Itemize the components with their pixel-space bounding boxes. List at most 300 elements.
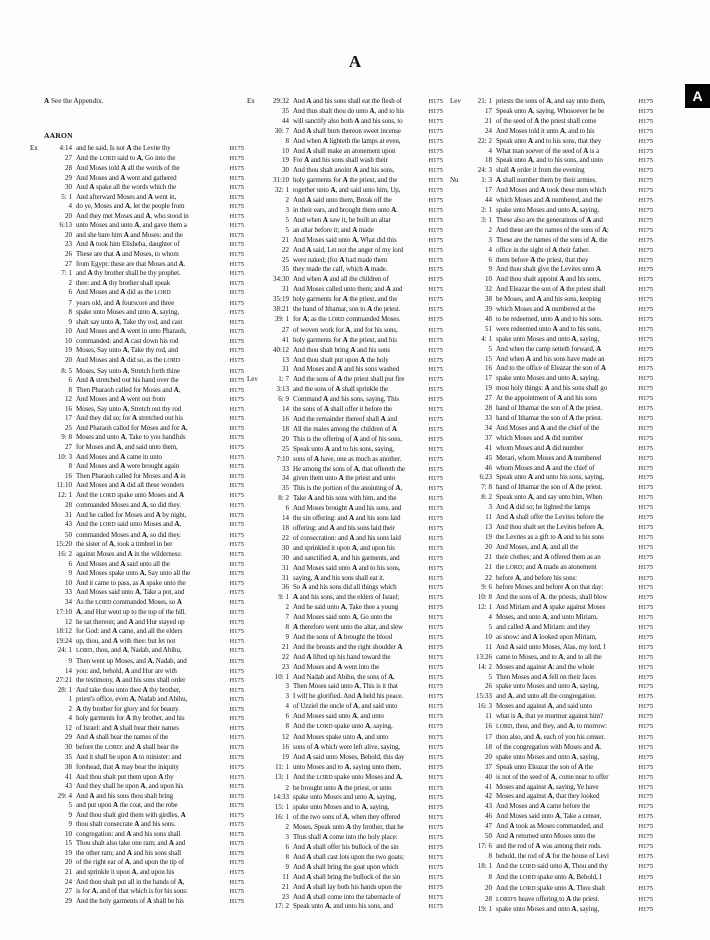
strongs-number: H175	[428, 465, 443, 473]
book-abbrev	[30, 367, 47, 377]
strongs-number: H175	[229, 859, 244, 867]
verse-text: And Moses, and A, and all the	[496, 542, 579, 551]
verse-ref: 16: 2	[57, 549, 72, 558]
verse-ref: 34:30	[273, 275, 289, 284]
strongs-number: H175	[428, 743, 443, 751]
book-abbrev	[247, 346, 264, 356]
verse-ref: 1: 3	[481, 176, 492, 185]
verse-ref: 17	[485, 186, 492, 195]
book-abbrev	[30, 782, 47, 792]
concordance-entry	[247, 803, 443, 813]
verse-ref: 19	[485, 384, 492, 393]
verse-text: Speak unto A and to his sons, that they	[496, 136, 602, 145]
verse-ref: 38	[485, 295, 492, 304]
verse-text: And A took him Elisheba, daughter of	[76, 240, 180, 249]
strongs-number: H175	[428, 396, 443, 404]
concordance-entry	[30, 433, 244, 443]
strongs-number: H175	[638, 137, 653, 145]
verse-text: before Moses and before A on that day:	[496, 583, 604, 592]
book-abbrev	[247, 593, 264, 603]
verse-ref: 5	[285, 215, 289, 224]
verse-text: were redeemed unto A and to his sons,	[496, 324, 601, 333]
section-tab-a	[685, 84, 710, 108]
appendix-note	[30, 97, 244, 105]
verse-text: of woven work for A, and for his sons,	[293, 325, 398, 334]
strongs-number: H175	[428, 127, 443, 135]
book-abbrev	[30, 849, 47, 859]
book-abbrev	[247, 137, 264, 147]
book-abbrev	[247, 564, 264, 574]
verse-text: Moses and against A, and said unto	[496, 702, 592, 711]
verse-text: of Israel: and A shall bear their names	[76, 723, 179, 732]
concordance-entry	[30, 520, 244, 531]
strongs-number: H175	[428, 386, 443, 394]
concordance-entry	[247, 902, 443, 912]
verse-ref: 15	[485, 354, 492, 363]
book-abbrev	[450, 137, 467, 147]
strongs-number: H175	[229, 618, 244, 626]
verse-text: were naked; (for A had made them	[293, 255, 388, 264]
verse-text: Moses, Say unto A, Stretch forth thine	[76, 366, 180, 375]
verse-ref: 2	[285, 196, 289, 205]
concordance-entry	[247, 326, 443, 336]
strongs-number: H175	[638, 385, 653, 393]
book-abbrev	[247, 176, 264, 186]
book-abbrev	[450, 325, 467, 335]
book-abbrev	[30, 481, 47, 491]
strongs-number: H175	[428, 226, 443, 234]
verse-text: And Moses told A all the words of the	[76, 164, 180, 173]
concordance-entry	[450, 884, 653, 895]
verse-text: and put upon A the coat, and the robe	[76, 801, 178, 810]
concordance-entry	[30, 878, 244, 888]
verse-text: them before A the priest, that they	[496, 255, 589, 264]
book-abbrev: Nu	[450, 176, 459, 185]
strongs-number: H175	[638, 315, 653, 323]
concordance-entry	[30, 849, 244, 859]
concordance-entry	[247, 346, 443, 356]
book-abbrev	[247, 226, 264, 236]
verse-text: And when the camp setteth forward, A	[496, 344, 602, 353]
verse-text: the LORD; and A made an atonement	[496, 562, 597, 571]
strongs-number: H175	[428, 376, 443, 384]
book-abbrev	[30, 878, 47, 888]
concordance-entry	[247, 613, 443, 623]
verse-text: thou also, and A, each of you his censer.	[496, 733, 605, 741]
verse-text: And Moses and A did so, as the LORD	[76, 356, 181, 365]
strongs-number: H175	[428, 445, 443, 453]
strongs-number: H175	[229, 174, 244, 182]
verse-text: A thy brother for glory and for beauty.	[76, 704, 180, 713]
strongs-number: H175	[638, 663, 653, 671]
book-abbrev	[30, 376, 47, 386]
verse-ref: 3	[488, 503, 492, 512]
concordance-entry	[30, 733, 244, 743]
strongs-number: H175	[428, 814, 443, 822]
concordance-entry	[247, 216, 443, 226]
verse-ref: 28	[65, 164, 72, 173]
concordance-entry	[450, 523, 653, 533]
book-abbrev	[30, 724, 47, 734]
verse-ref: 6	[68, 376, 72, 385]
concordance-entry	[247, 305, 443, 315]
concordance-entry	[450, 216, 653, 226]
book-abbrev	[247, 853, 264, 863]
verse-text: And the LORD said unto A, Thou and thy	[496, 861, 608, 870]
verse-text: And Moses said unto A, and unto	[293, 712, 384, 721]
strongs-number: H175	[229, 696, 244, 704]
verse-ref: 26	[485, 682, 492, 691]
book-abbrev	[30, 801, 47, 811]
verse-ref: 16	[282, 415, 289, 423]
verse-text: before A, and before his sons:	[496, 573, 578, 582]
strongs-number: H175	[638, 574, 653, 582]
strongs-number: H175	[638, 98, 653, 105]
concordance-entry	[450, 643, 653, 653]
book-abbrev	[450, 574, 467, 584]
verse-ref: 19: 1	[477, 905, 492, 914]
concordance-entry	[247, 206, 443, 216]
verse-text: And the LORD spake unto Moses and A,	[293, 772, 403, 781]
book-abbrev	[450, 424, 467, 434]
strongs-number: H175	[229, 491, 244, 499]
verse-ref: 46	[485, 463, 492, 472]
strongs-number: H175	[229, 743, 244, 751]
verse-ref: 17	[485, 106, 492, 115]
book-abbrev	[30, 588, 47, 598]
concordance-entry	[450, 444, 653, 454]
book-abbrev	[450, 345, 467, 355]
strongs-number: H175	[229, 792, 244, 800]
verse-text: And Moses called unto them; and A and	[293, 285, 403, 294]
book-abbrev	[450, 792, 467, 802]
concordance-entry	[450, 374, 653, 384]
strongs-number: H175	[428, 753, 443, 761]
verse-text: And Moses said unto A and to his sons,	[293, 563, 401, 572]
strongs-number: H175	[428, 256, 443, 264]
concordance-entry	[30, 540, 244, 550]
book-abbrev	[247, 336, 264, 346]
verse-ref: 4:14	[59, 144, 72, 152]
verse-text: Then went up Moses, and A, Nadab, and	[76, 656, 187, 665]
verse-ref: 18:12	[56, 627, 72, 636]
verse-text: offering: and A and his sons laid their	[293, 523, 395, 532]
concordance-entry	[450, 404, 653, 414]
concordance-entry	[30, 782, 244, 792]
book-abbrev	[30, 773, 47, 783]
book-abbrev	[247, 554, 264, 564]
book-abbrev	[247, 107, 264, 117]
verse-text: spake unto Moses and unto A, saying,	[496, 374, 599, 383]
book-abbrev	[450, 305, 467, 315]
strongs-number: H175	[638, 813, 653, 821]
strongs-number: H175	[428, 117, 443, 125]
book-abbrev	[247, 833, 264, 843]
verse-text: And the sons of A, the priests, shall blow	[496, 593, 608, 602]
book-abbrev	[450, 166, 467, 176]
verse-text: Thou shalt also take one ram; and A and	[76, 839, 186, 848]
concordance-entry	[450, 633, 653, 643]
book-abbrev	[450, 464, 467, 474]
book-abbrev	[247, 445, 264, 455]
strongs-number: H175	[428, 673, 443, 681]
concordance-entry	[450, 773, 653, 783]
book-abbrev	[247, 455, 264, 465]
concordance-entry	[30, 424, 244, 434]
concordance-entry	[30, 202, 244, 212]
concordance-entry	[30, 212, 244, 222]
verse-ref: 14	[65, 666, 72, 675]
verse-text: hand of Ithamar the son of A the priest.	[496, 483, 603, 492]
concordance-entry	[247, 593, 443, 603]
verse-ref: 15:20	[56, 540, 72, 549]
concordance-entry	[30, 608, 244, 618]
concordance-entry	[30, 279, 244, 289]
book-abbrev	[30, 743, 47, 754]
strongs-number: H175	[428, 296, 443, 304]
concordance-entry	[247, 474, 443, 484]
concordance-entry	[247, 813, 443, 823]
verse-text: spake unto Moses and unto A, saying,	[293, 793, 396, 802]
verse-ref: 14	[282, 514, 289, 523]
strongs-number: H175	[428, 643, 443, 651]
verse-text: And A said unto Moses, Behold, this day	[293, 752, 405, 761]
verse-ref: 35	[282, 484, 289, 493]
strongs-number: H175	[229, 521, 244, 529]
book-abbrev	[30, 520, 47, 531]
strongs-number: H175	[428, 366, 443, 374]
strongs-number: H175	[638, 594, 653, 602]
book-abbrev	[30, 433, 47, 443]
verse-text: in their ears, and brought them unto A.	[293, 205, 398, 214]
concordance-entry	[450, 753, 653, 763]
strongs-number: H175	[638, 276, 653, 284]
book-abbrev	[247, 435, 264, 445]
verse-ref: 8	[285, 623, 289, 632]
verse-ref: 41	[282, 335, 289, 344]
verse-ref: 31	[282, 573, 289, 582]
concordance-entry	[450, 166, 653, 176]
verse-text: holy garments for A the priest, and the	[293, 176, 398, 185]
verse-text: And to the office of Eleazar the son of A	[496, 364, 606, 373]
strongs-number: H175	[229, 589, 244, 597]
strongs-number: H175	[428, 893, 443, 901]
strongs-number: H175	[229, 637, 244, 645]
concordance-entry	[30, 773, 244, 783]
concordance-entry	[30, 792, 244, 802]
book-abbrev	[450, 643, 467, 653]
verse-ref: 31	[282, 563, 289, 572]
concordance-entry	[450, 493, 653, 503]
verse-text: Speak unto Eleazar the son of A the	[496, 762, 594, 771]
verse-text: Merari, whom Moses and A numbered	[496, 453, 602, 462]
concordance-entry	[247, 275, 443, 285]
concordance-entry	[30, 327, 244, 337]
book-abbrev	[30, 240, 47, 250]
book-abbrev	[30, 260, 47, 270]
book-abbrev	[30, 579, 47, 589]
concordance-entry	[450, 345, 653, 355]
book-abbrev	[30, 279, 47, 289]
book-abbrev	[450, 773, 467, 783]
concordance-entry	[450, 127, 653, 137]
concordance-entry	[450, 394, 653, 404]
strongs-number: H175	[428, 167, 443, 175]
concordance-entry	[30, 897, 244, 907]
book-abbrev	[450, 275, 467, 285]
book-abbrev	[247, 275, 264, 285]
book-abbrev	[450, 692, 467, 702]
verse-text: And thou shalt put upon A the holy	[293, 355, 389, 364]
verse-text: spake unto Moses and unto A, saying,	[76, 308, 179, 317]
verse-text: they made the calf, which A made.	[293, 265, 388, 274]
concordance-entry	[247, 763, 443, 773]
book-abbrev	[450, 355, 467, 365]
verse-text: And afterward Moses and A went in,	[76, 192, 177, 201]
verse-ref: 41	[485, 443, 492, 452]
verse-text: and sprinkle it upon A, and upon his	[76, 868, 175, 877]
concordance-entry	[247, 893, 443, 903]
verse-ref: 22	[282, 245, 289, 254]
strongs-number: H175	[428, 713, 443, 721]
verse-ref: 18	[282, 424, 289, 433]
strongs-number: H175	[428, 763, 443, 771]
concordance-entry	[450, 603, 653, 613]
verse-ref: 8: 2	[481, 493, 492, 502]
book-abbrev	[30, 154, 47, 165]
concordance-entry	[247, 166, 443, 176]
concordance-entry	[450, 895, 653, 906]
verse-text: hand of Ithamar the son of A the priest.	[496, 414, 603, 422]
strongs-number: H175	[428, 336, 443, 344]
strongs-number: H175	[229, 550, 244, 558]
verse-ref: 10: 8	[477, 593, 492, 602]
book-abbrev	[30, 346, 47, 356]
verse-ref: 44	[485, 196, 492, 205]
verse-text: Moses, Say unto A, Stretch out thy rod	[76, 404, 182, 413]
verse-text: saying, A and his sons shall eat it.	[293, 573, 385, 582]
concordance-entry	[247, 682, 443, 692]
concordance-entry	[450, 905, 653, 915]
book-abbrev	[30, 250, 47, 260]
book-abbrev	[30, 560, 47, 570]
verse-text: These are the names of the sons of A, the	[496, 235, 608, 244]
verse-ref: 6	[285, 504, 289, 513]
book-abbrev	[247, 415, 264, 425]
verse-text: forehead, that A may bear the iniquity	[76, 763, 179, 771]
verse-text: And Moses and A went into the	[293, 662, 380, 671]
book-abbrev	[247, 256, 264, 266]
strongs-number: H175	[229, 318, 244, 326]
verse-text: And Moses and A came before the	[496, 802, 591, 811]
concordance-entry	[30, 308, 244, 318]
concordance-entry	[30, 511, 244, 521]
verse-text: shalt say unto A, Take thy rod, and cast	[76, 317, 183, 326]
book-abbrev	[247, 484, 264, 494]
strongs-number: H175	[638, 375, 653, 383]
strongs-number: H175	[638, 246, 653, 254]
strongs-number: H175	[428, 495, 443, 503]
verse-ref: 9	[488, 265, 492, 274]
book-abbrev	[450, 473, 467, 483]
verse-text: holy garments for A the priest, and the	[293, 295, 398, 304]
verse-text: priest's office, even A, Nadab and Abihu,	[76, 695, 188, 704]
verse-ref: 33	[485, 414, 492, 422]
book-abbrev	[247, 643, 264, 653]
strongs-number: H175	[638, 206, 653, 214]
book-abbrev	[30, 462, 47, 472]
verse-text: And A did so; he lighted the lamps	[496, 503, 591, 512]
book-abbrev	[30, 386, 47, 396]
verse-text: At the appointment of A and his sons	[496, 394, 597, 403]
verse-ref: 10	[65, 829, 72, 838]
book-abbrev	[30, 657, 47, 667]
verse-text: and A, and unto all the congregation.	[496, 692, 597, 701]
concordance-entry	[450, 733, 653, 743]
concordance-entry	[30, 627, 244, 637]
book-abbrev	[247, 633, 264, 643]
strongs-number: H175	[229, 443, 244, 451]
verse-ref: 48	[485, 314, 492, 323]
strongs-number: H175	[229, 405, 244, 413]
book-abbrev	[450, 404, 467, 414]
book-abbrev	[247, 753, 264, 763]
concordance-entry	[30, 676, 244, 686]
book-abbrev	[450, 653, 467, 663]
strongs-number: H175	[638, 703, 653, 711]
verse-ref: 9	[68, 656, 72, 665]
concordance-entry	[247, 465, 443, 475]
book-abbrev	[450, 186, 467, 196]
verse-ref: 10	[65, 578, 72, 587]
strongs-number: H175	[638, 783, 653, 791]
verse-ref: 2	[488, 225, 492, 234]
page-header-letter: A	[348, 52, 362, 71]
concordance-entry	[30, 801, 244, 811]
concordance-entry	[450, 553, 653, 563]
concordance-entry	[450, 355, 653, 365]
book-abbrev	[247, 712, 264, 722]
verse-ref: 8	[488, 872, 492, 881]
strongs-number: H175	[428, 435, 443, 443]
verse-text: And thou shalt gird them with girdles, A	[76, 810, 186, 819]
strongs-number: H175	[428, 206, 443, 214]
book-abbrev	[30, 733, 47, 743]
concordance-entry	[30, 231, 244, 241]
concordance-entry	[450, 802, 653, 812]
concordance-entry	[450, 196, 653, 206]
verse-text: And the sons of A the priest shall put fire	[293, 375, 405, 384]
verse-ref: 33	[65, 588, 72, 597]
verse-text: And A and his sons shall eat the flesh of	[293, 97, 402, 105]
strongs-number: H175	[428, 903, 443, 911]
verse-text: of Uzziel the uncle of A, and said unto	[293, 702, 398, 711]
verse-ref: 11	[485, 642, 492, 651]
concordance-entry	[247, 147, 443, 157]
concordance-entry	[30, 318, 244, 328]
strongs-number: H175	[638, 673, 653, 681]
verse-ref: 9	[68, 317, 72, 326]
concordance-entry	[30, 637, 244, 647]
strongs-number: H175	[638, 395, 653, 403]
concordance-entry	[450, 563, 653, 574]
book-abbrev	[247, 574, 264, 584]
concordance-entry	[247, 843, 443, 853]
verse-ref: 41	[65, 772, 72, 781]
verse-ref: 16	[65, 404, 72, 413]
concordance-entry	[247, 712, 443, 722]
verse-ref: 27	[485, 394, 492, 403]
